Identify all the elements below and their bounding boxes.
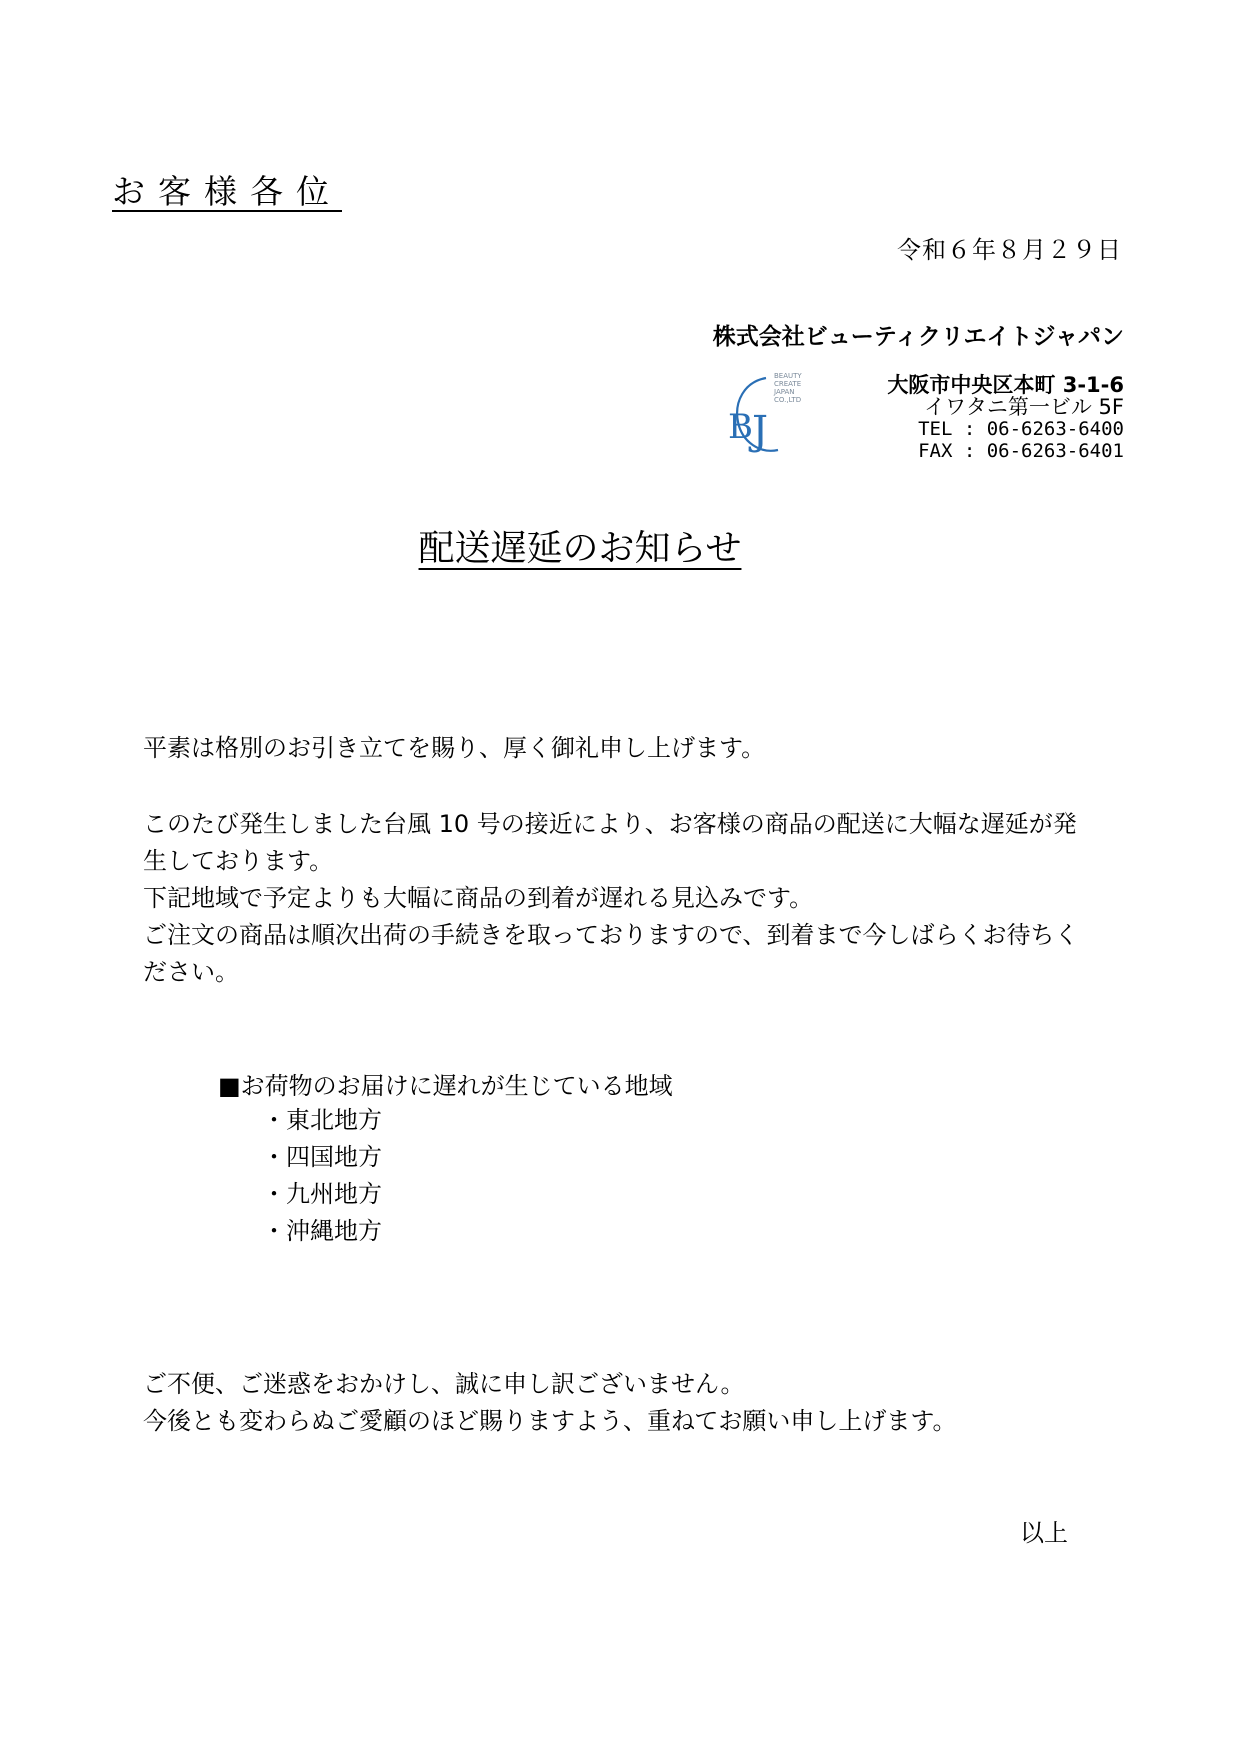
region-item: ・ 沖縄地方 [262, 1213, 382, 1250]
fax-number: FAX : 06-6263-6401 [918, 440, 1124, 462]
paragraph-line: ださい。 [143, 958, 239, 986]
closing-remark: 以上 [1020, 1519, 1068, 1547]
recipient-heading: お客様各位 [112, 172, 342, 211]
document-date: 令和６年８月２９日 [897, 236, 1122, 264]
region-item: ・ 東北地方 [262, 1102, 382, 1139]
phone-number: TEL : 06-6263-6400 [918, 418, 1124, 440]
logo-subtext-4: CO.,LTD [774, 396, 802, 404]
paragraph-line: 生しております。 [143, 847, 334, 875]
logo-letter-j: J [752, 408, 769, 454]
address-line-1: 大阪市中央区本町 3-1-6 [887, 373, 1124, 397]
region-item: ・ 九州地方 [262, 1176, 382, 1213]
logo-subtext-1: BEAUTY [774, 372, 802, 380]
apology-paragraph [143, 1366, 956, 1440]
region-item: ・ 四国地方 [262, 1139, 382, 1176]
company-address-block [887, 374, 1124, 462]
affected-regions-list [262, 1102, 382, 1250]
apology-line-2: 今後とも変わらぬご愛顧のほど賜りますよう、重ねてお願い申し上げます。 [143, 1407, 957, 1435]
logo-subtext-3: JAPAN [774, 388, 795, 396]
logo-letter-b: B [728, 407, 753, 447]
apology-line-1: ご不便、ご迷惑をおかけし、誠に申し訳ございません。 [143, 1370, 745, 1398]
greeting-paragraph: 平素は格別のお引き立てを賜り、厚く御礼申し上げます。 [143, 734, 766, 762]
paragraph-line: ご注文の商品は順次出荷の手続きを取っておりますので、到着まで今しばらくお待ちく [143, 921, 1079, 949]
address-line-2: イワタニ第一ビル 5F [924, 395, 1124, 419]
affected-regions-heading: ■お荷物のお届けに遅れが生じている地域 [218, 1072, 673, 1100]
delay-explanation-paragraph [143, 806, 1123, 991]
paragraph-line: 下記地域で予定よりも大幅に商品の到着が遅れる見込みです。 [143, 884, 814, 912]
company-name: 株式会社ビューティクリエイトジャパン [712, 324, 1124, 350]
logo-subtext-2: CREATE [774, 380, 802, 388]
notice-title: 配送遅延のお知らせ [418, 528, 742, 569]
company-logo [726, 370, 812, 460]
paragraph-line: このたび発生しました台風 10 号の接近により、お客様の商品の配送に大幅な遅延が発 [143, 810, 1077, 838]
